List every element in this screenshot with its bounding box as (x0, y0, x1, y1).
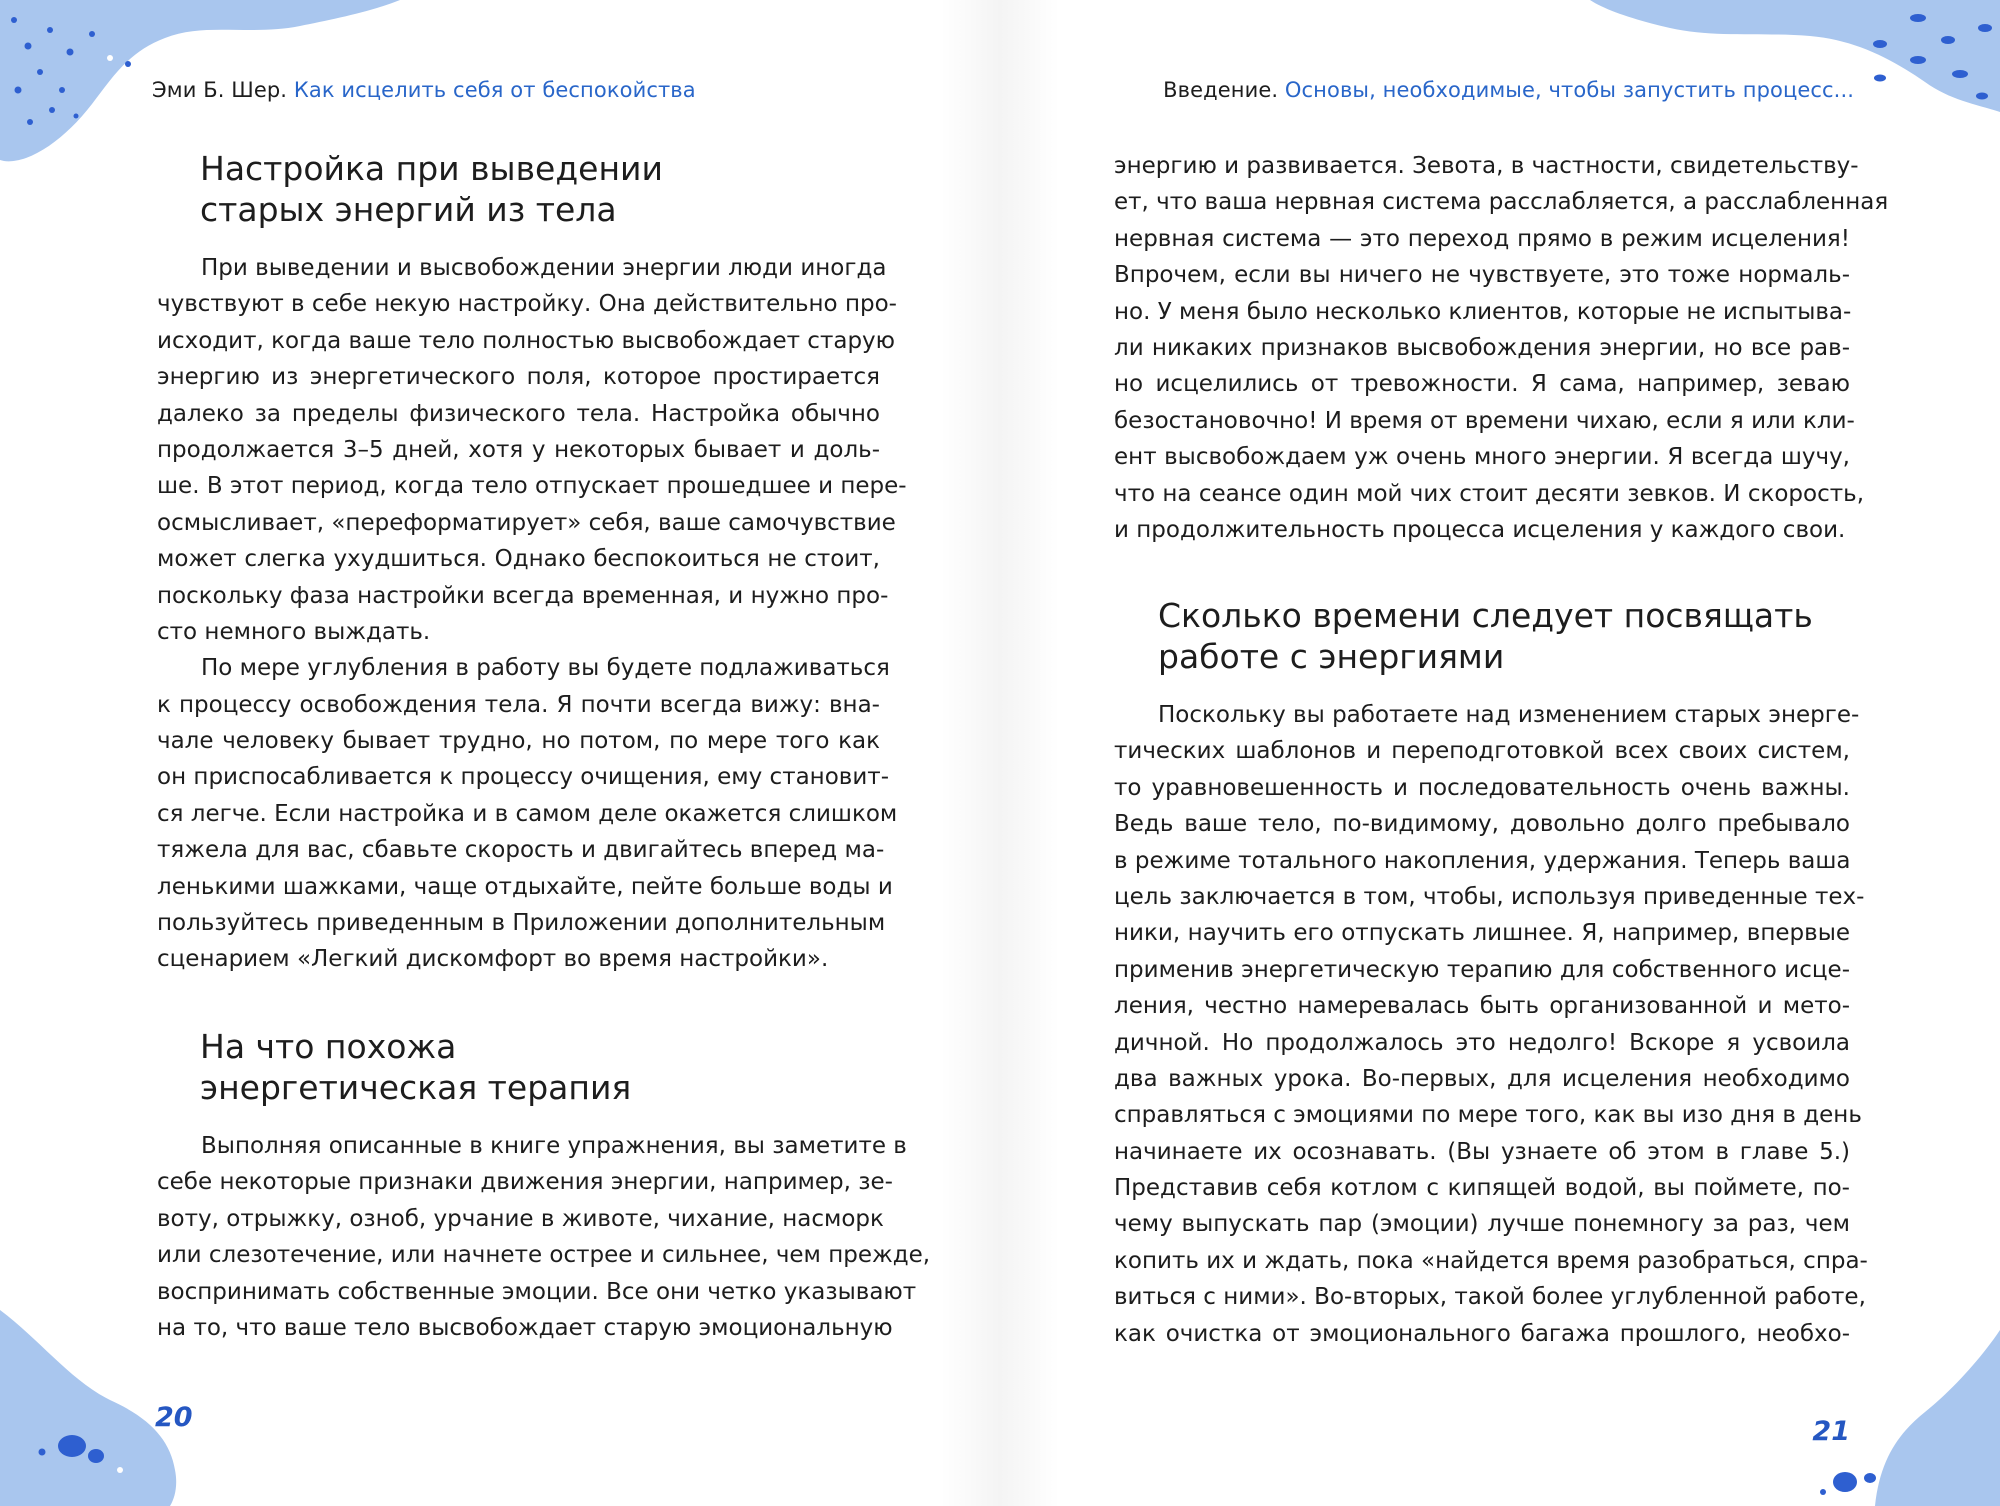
text-line: ники, научить его отпускать лишнее. Я, например, впервые (1114, 920, 1850, 947)
text-line: сто немного выждать. (157, 618, 431, 645)
text-line: или слезотечение, или начнете острее и сильнее, чем прежде, (157, 1242, 931, 1269)
text-line: поскольку фаза настройки всегда временная, и нужно про- (157, 582, 889, 609)
right-page (1000, 0, 2000, 1506)
text-line: Впрочем, если вы ничего не чувствуете, это тоже нормаль- (1114, 262, 1850, 289)
paragraph (1114, 148, 1889, 548)
text-line: ет, что ваша нервная система расслабляется, а расслабленная (1114, 189, 1889, 216)
text-line: Поскольку вы работаете над изменением старых энерге- (1158, 702, 1860, 728)
text-line: может слегка ухудшиться. Однако беспокоиться не стоит, (157, 546, 880, 573)
heading-line: Сколько времени следует посвящать (1158, 596, 1813, 635)
text-line: тяжела для вас, сбавьте скорость и двигайтесь вперед ма- (157, 837, 885, 864)
text-line: цель заключается в том, чтобы, используя приведенные тех- (1114, 883, 1865, 910)
heading-line: старых энергий из тела (200, 190, 617, 229)
section-heading (200, 1026, 631, 1108)
left-running-head (152, 78, 696, 102)
text-line: чале человеку бывает трудно, но потом, по мере того как (157, 728, 880, 755)
text-line: чувствуют в себе некую настройку. Она действительно про- (157, 291, 897, 318)
text-line: как очистка от эмоционального багажа прошлого, необхо- (1114, 1320, 1850, 1347)
paragraph (157, 1128, 931, 1346)
text-line: ления, честно намеревалась быть организованной и мето- (1114, 993, 1850, 1020)
heading-line: Настройка при выведении (200, 149, 663, 188)
text-line: на то, что ваше тело высвобождает старую эмоциональную (157, 1314, 893, 1341)
section-heading (1158, 595, 1813, 677)
text-line: но исцелились от тревожности. Я сама, например, зеваю (1114, 371, 1850, 398)
running-head-part: Введение. (1163, 78, 1279, 102)
text-line: По мере углубления в работу вы будете подлаживаться (201, 655, 890, 682)
text-line: ше. В этот период, когда тело отпускает прошедшее и пере- (157, 473, 907, 500)
text-line: ли никаких признаков высвобождения энергии, но все рав- (1114, 334, 1850, 361)
text-line: продолжается 3–5 дней, хотя у некоторых бывает и доль- (157, 436, 880, 463)
text-line: исходит, когда ваше тело полностью высвобождает старую (157, 327, 896, 354)
text-line: и продолжительность процесса исцеления у каждого свои. (1114, 516, 1846, 543)
page-number: 20 (155, 1402, 193, 1433)
text-line: копить их и ждать, пока «найдется время разобраться, спра- (1114, 1247, 1868, 1274)
text-line: он приспосабливается к процессу очищения, ему становит- (157, 764, 889, 791)
running-head-part-title: Основы, необходимые, чтобы запустить процесс... (1284, 78, 1854, 102)
text-line: пользуйтесь приведенным в Приложении дополнительным (157, 910, 886, 937)
text-line: виться с ними». Во-вторых, такой более углубленной работе, (1114, 1284, 1866, 1311)
text-line: дичной. Но продолжалось это недолго! Вскоре я усвоила (1114, 1029, 1850, 1056)
paragraph (157, 250, 907, 978)
text-line: ся легче. Если настройка и в самом деле окажется слишком (157, 800, 898, 827)
section-heading (200, 148, 663, 230)
text-line: справляться с эмоциями по мере того, как вы изо дня в день (1114, 1102, 1862, 1129)
text-line: осмысливает, «переформатирует» себя, ваше самочувствие (157, 509, 896, 536)
text-line: начинаете их осознавать. (Вы узнаете об этом в главе 5.) (1114, 1138, 1850, 1165)
page-number: 21 (1812, 1416, 1850, 1447)
text-line: два важных урока. Во-первых, для исцеления необходимо (1114, 1065, 1850, 1092)
text-line: в режиме тотального накопления, удержания. Теперь ваша (1114, 847, 1851, 874)
text-line: то уравновешенность и последовательность очень важны. (1114, 774, 1850, 801)
running-head-author: Эми Б. Шер. (152, 78, 288, 102)
text-line: сценарием «Легкий дискомфорт во время настройки». (157, 946, 829, 973)
heading-line: На что похожа (200, 1027, 457, 1066)
text-line: применив энергетическую терапию для собственного исце- (1114, 956, 1850, 983)
text-line: безостановочно! И время от времени чихаю, если я или кли- (1114, 407, 1855, 434)
text-line: ент высвобождаем уж очень много энергии. Я всегда шучу, (1114, 444, 1850, 471)
running-head-book-title: Как исцелить себя от беспокойства (293, 78, 696, 102)
text-line: чему выпускать пар (эмоции) лучше понемногу за раз, чем (1114, 1211, 1850, 1238)
heading-line: работе с энергиями (1158, 637, 1505, 676)
paragraph (1114, 697, 1868, 1352)
text-line: себе некоторые признаки движения энергии, например, зе- (157, 1169, 893, 1196)
text-line: тических шаблонов и переподготовкой всех своих систем, (1114, 738, 1850, 765)
text-line: к процессу освобождения тела. Я почти всегда вижу: вна- (157, 691, 880, 718)
text-line: Выполняя описанные в книге упражнения, вы заметите в (201, 1133, 907, 1159)
text-line: нервная система — это переход прямо в режим исцеления! (1114, 225, 1850, 252)
text-line: воспринимать собственные эмоции. Все они четко указывают (157, 1278, 917, 1305)
right-running-head (1163, 78, 1854, 102)
text-line: Ведь ваше тело, по-видимому, довольно долго пребывало (1114, 811, 1850, 838)
text-line: энергию из энергетического поля, которое простирается (157, 364, 880, 391)
text-line: ленькими шажками, чаще отдыхайте, пейте больше воды и (157, 873, 893, 900)
text-line: но. У меня было несколько клиентов, которые не испытыва- (1114, 298, 1852, 325)
text-line: что на сеансе один мой чих стоит десяти зевков. И скорость, (1114, 480, 1865, 507)
heading-line: энергетическая терапия (200, 1068, 632, 1107)
text-line: энергию и развивается. Зевота, в частности, свидетельству- (1114, 153, 1859, 179)
text-line: Представив себя котлом с кипящей водой, вы поймете, по- (1114, 1175, 1850, 1202)
text-line: При выведении и высвобождении энергии люди иногда (201, 255, 887, 281)
text-line: далеко за пределы физического тела. Настройка обычно (157, 400, 880, 427)
text-line: воту, отрыжку, озноб, урчание в животе, чихание, насморк (157, 1205, 884, 1232)
